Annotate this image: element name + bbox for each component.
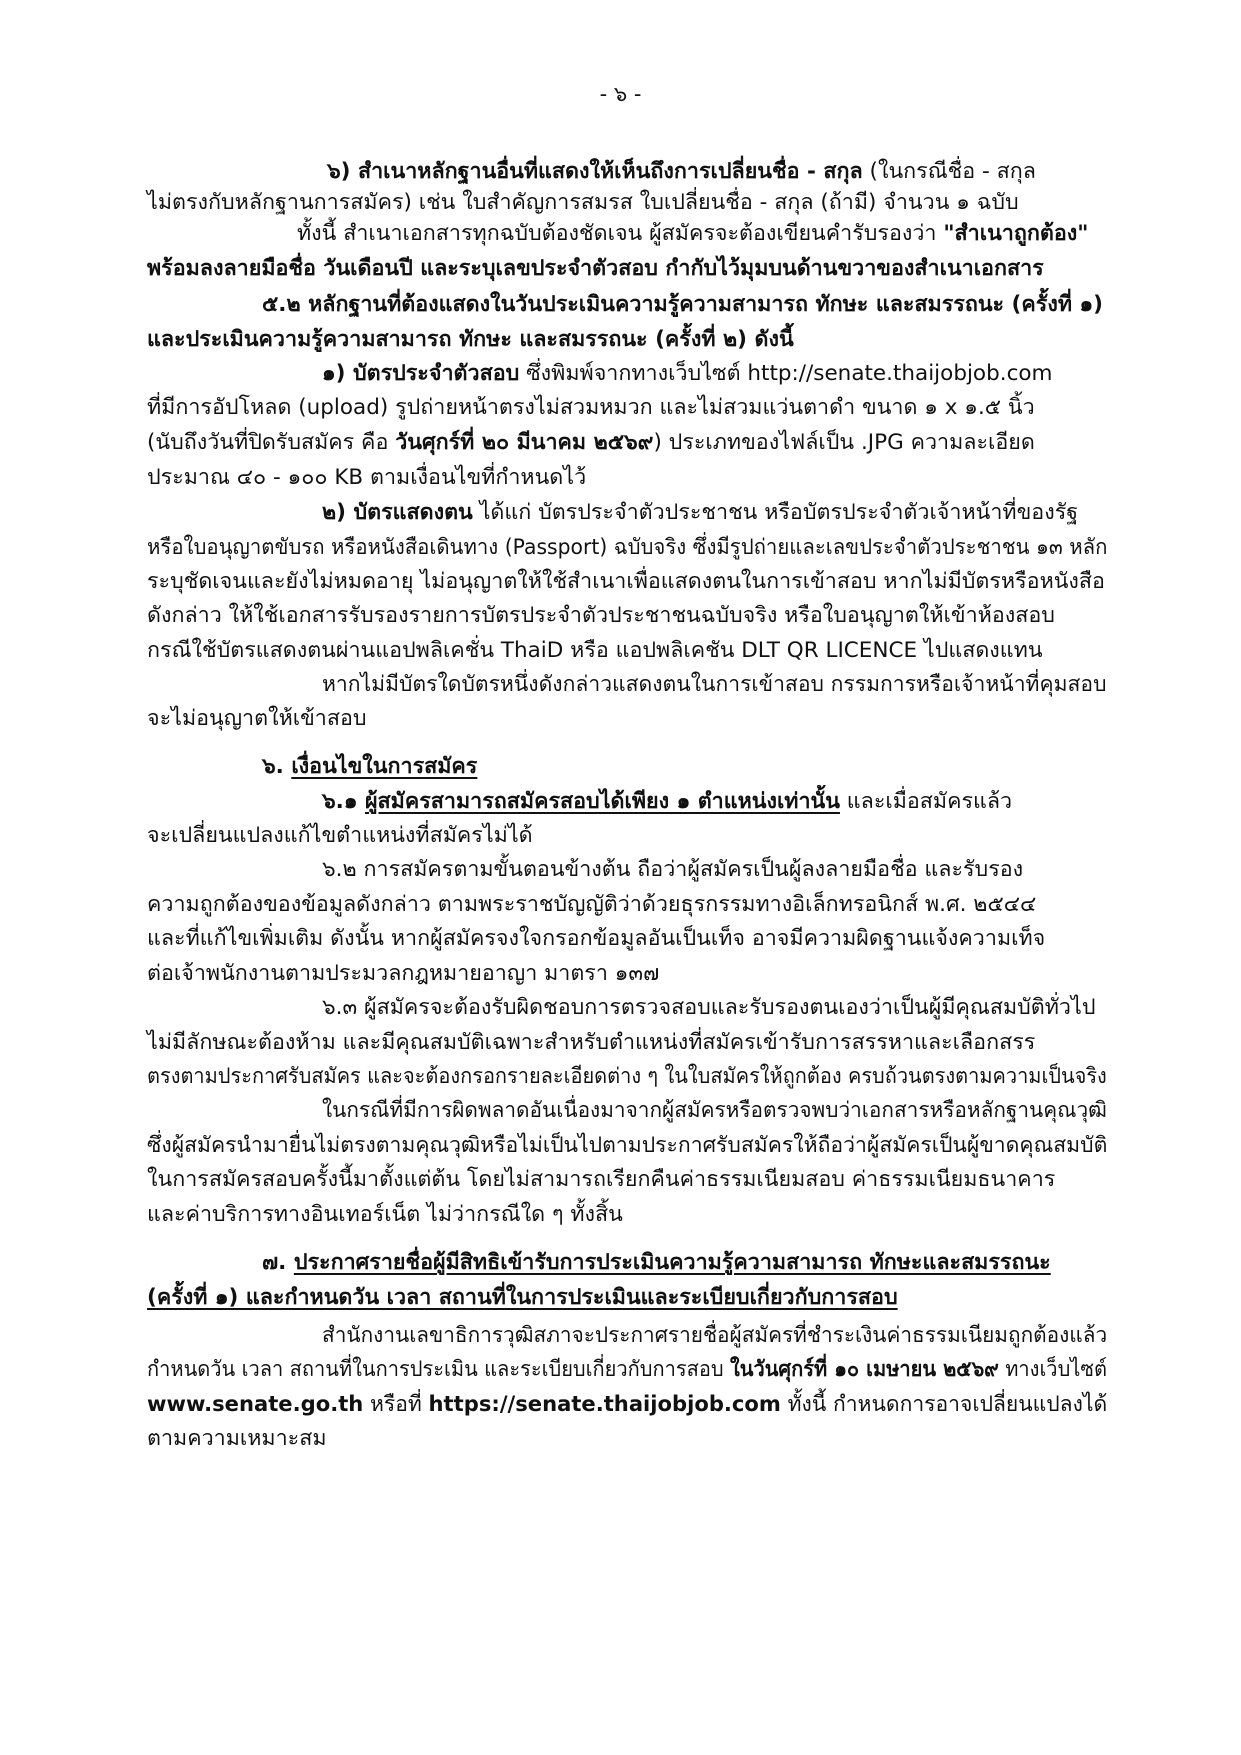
paragraph-line: ตามความเหมาะสม — [147, 1426, 327, 1451]
paragraph-line: จะเปลี่ยนแปลงแก้ไขตำแหน่งที่สมัครไม่ได้ — [147, 823, 533, 848]
section-heading: (ครั้งที่ ๑) และกำหนดวัน เวลา สถานที่ในการประเมินและระเบียบเกี่ยวกับการสอบ — [147, 1285, 898, 1310]
page-number: - ๖ - — [599, 82, 642, 106]
paragraph-line: ในการสมัครสอบครั้งนี้มาตั้งแต่ต้น โดยไม่สามารถเรียกคืนค่าธรรมเนียมสอบ ค่าธรรมเนียมธนาคาร — [147, 1167, 1056, 1192]
section-heading: และประเมินความรู้ความสามารถ ทักษะ และสมรรถนะ (ครั้งที่ ๒) ดังนี้ — [147, 327, 794, 352]
paragraph-line: ซึ่งผู้สมัครนำมายื่นไม่ตรงตามคุณวุฒิหรือไม่เป็นไปตามประกาศรับสมัครให้ถือว่าผู้สมัครเป็นผู้ขาดคุณสมบัติ — [147, 1133, 1108, 1158]
paragraph-line: ๖.๒ การสมัครตามขั้นตอนข้างต้น ถือว่าผู้สมัครเป็นผู้ลงลายมือชื่อ และรับรอง — [322, 857, 1024, 882]
paragraph-line: ต่อเจ้าพนักงานตามประมวลกฎหมายอาญา มาตรา ๑๓๗ — [147, 961, 660, 986]
paragraph-line: กรณีใช้บัตรแสดงตนผ่านแอปพลิเคชั่น ThaiD หรือ แอปพลิเคชัน DLT QR LICENCE ไปแสดงแทน — [147, 638, 1043, 663]
paragraph-line: หรือใบอนุญาตขับรถ หรือหนังสือเดินทาง (Passport) ฉบับจริง ซึ่งมีรูปถ่ายและเลขประจำตัวประชาชน ๑๓ หลัก — [147, 535, 1108, 560]
paragraph-line: ประมาณ ๔๐ - ๑๐๐ KB ตามเงื่อนไขที่กำหนดไว้ — [147, 465, 587, 490]
paragraph-line: ๖) สำเนาหลักฐานอื่นที่แสดงให้เห็นถึงการเปลี่ยนชื่อ - สกุล (ในกรณีชื่อ - สกุล — [327, 159, 1036, 184]
paragraph-line: ความถูกต้องของข้อมูลดังกล่าว ตามพระราชบัญญัติว่าด้วยธุรกรรมทางอิเล็กทรอนิกส์ พ.ศ. ๒๕๔๔ — [147, 892, 1037, 917]
paragraph-line: ในกรณีที่มีการผิดพลาดอันเนื่องมาจากผู้สมัครหรือตรวจพบว่าเอกสารหรือหลักฐานคุณวุฒิ — [322, 1098, 1107, 1123]
paragraph-line: หากไม่มีบัตรใดบัตรหนึ่งดังกล่าวแสดงตนในการเข้าสอบ กรรมการหรือเจ้าหน้าที่คุมสอบ — [322, 672, 1107, 697]
paragraph-line: ๖.๑ ผู้สมัครสามารถสมัครสอบได้เพียง ๑ ตำแหน่งเท่านั้น และเมื่อสมัครแล้ว — [322, 789, 1013, 814]
paragraph-line: ที่มีการอัปโหลด (upload) รูปถ่ายหน้าตรงไม่สวมหมวก และไม่สวมแว่นตาดำ ขนาด ๑ x ๑.๕ นิ้ว — [147, 395, 1035, 420]
paragraph-line: ๖.๓ ผู้สมัครจะต้องรับผิดชอบการตรวจสอบและรับรองตนเองว่าเป็นผู้มีคุณสมบัติทั่วไป — [322, 995, 1096, 1020]
paragraph-line: (นับถึงวันที่ปิดรับสมัคร คือ วันศุกร์ที่ ๒๐ มีนาคม ๒๕๖๙) ประเภทของไฟล์เป็น .JPG ความละเอียด — [147, 430, 1035, 455]
paragraph-line: กำหนดวัน เวลา สถานที่ในการประเมิน และระเบียบเกี่ยวกับการสอบ ในวันศุกร์ที่ ๑๐ เมษายน ๒๕๖๙ ทางเว็บไซต์ — [147, 1357, 1107, 1382]
paragraph-line: จะไม่อนุญาตให้เข้าสอบ — [147, 706, 367, 731]
paragraph-line: www.senate.go.th หรือที่ https://senate.thaijobjob.com ทั้งนี้ กำหนดการอาจเปลี่ยนแปลงได้ — [147, 1392, 1108, 1417]
paragraph-line: และที่แก้ไขเพิ่มเติม ดังนั้น หากผู้สมัครจงใจกรอกข้อมูลอันเป็นเท็จ อาจมีความผิดฐานแจ้งความเท็จ — [147, 926, 1046, 951]
paragraph-line: ตรงตามประกาศรับสมัคร และจะต้องกรอกรายละเอียดต่าง ๆ ในใบสมัครให้ถูกต้อง ครบถ้วนตรงตามความเป็นจริง — [147, 1064, 1107, 1089]
paragraph-line: ๑) บัตรประจำตัวสอบ ซึ่งพิมพ์จากทางเว็บไซต์ http://senate.thaijobjob.com — [322, 361, 1053, 386]
paragraph-line: ดังกล่าว ให้ใช้เอกสารรับรองรายการบัตรประจำตัวประชาชนฉบับจริง หรือใบอนุญาตให้เข้าห้องสอบ — [147, 603, 1055, 628]
section-heading: ๕.๒ หลักฐานที่ต้องแสดงในวันประเมินความรู้ความสามารถ ทักษะ และสมรรถนะ (ครั้งที่ ๑) — [262, 292, 1103, 317]
paragraph-line: สำนักงานเลขาธิการวุฒิสภาจะประกาศรายชื่อผู้สมัครที่ชำระเงินค่าธรรมเนียมถูกต้องแล้ว — [322, 1323, 1108, 1348]
section-heading: ๖. เงื่อนไขในการสมัคร — [262, 754, 478, 779]
paragraph-line: ทั้งนี้ สำเนาเอกสารทุกฉบับต้องชัดเจน ผู้สมัครจะต้องเขียนคำรับรองว่า "สำเนาถูกต้อง" — [297, 221, 1089, 246]
paragraph-line: ไม่ตรงกับหลักฐานการสมัคร) เช่น ใบสำคัญการสมรส ใบเปลี่ยนชื่อ - สกุล (ถ้ามี) จำนวน ๑ ฉบับ — [147, 190, 1019, 215]
paragraph-line: ระบุชัดเจนและยังไม่หมดอายุ ไม่อนุญาตให้ใช้สำเนาเพื่อแสดงตนในการเข้าสอบ หากไม่มีบัตรหรือหนังสือ — [147, 569, 1105, 594]
paragraph-line: ๒) บัตรแสดงตน ได้แก่ บัตรประจำตัวประชาชน หรือบัตรประจำตัวเจ้าหน้าที่ของรัฐ — [322, 500, 1079, 525]
paragraph-line: ไม่มีลักษณะต้องห้าม และมีคุณสมบัติเฉพาะสำหรับตำแหน่งที่สมัครเข้ารับการสรรหาและเลือกสรร — [147, 1030, 1036, 1055]
section-heading: ๗. ประกาศรายชื่อผู้มีสิทธิเข้ารับการประเมินความรู้ความสามารถ ทักษะและสมรรถนะ — [262, 1250, 1051, 1275]
paragraph-line: พร้อมลงลายมือชื่อ วันเดือนปี และระบุเลขประจำตัวสอบ กำกับไว้มุมบนด้านขวาของสำเนาเอกสาร — [147, 256, 1044, 281]
paragraph-line: และค่าบริการทางอินเทอร์เน็ต ไม่ว่ากรณีใด ๆ ทั้งสิ้น — [147, 1202, 623, 1227]
